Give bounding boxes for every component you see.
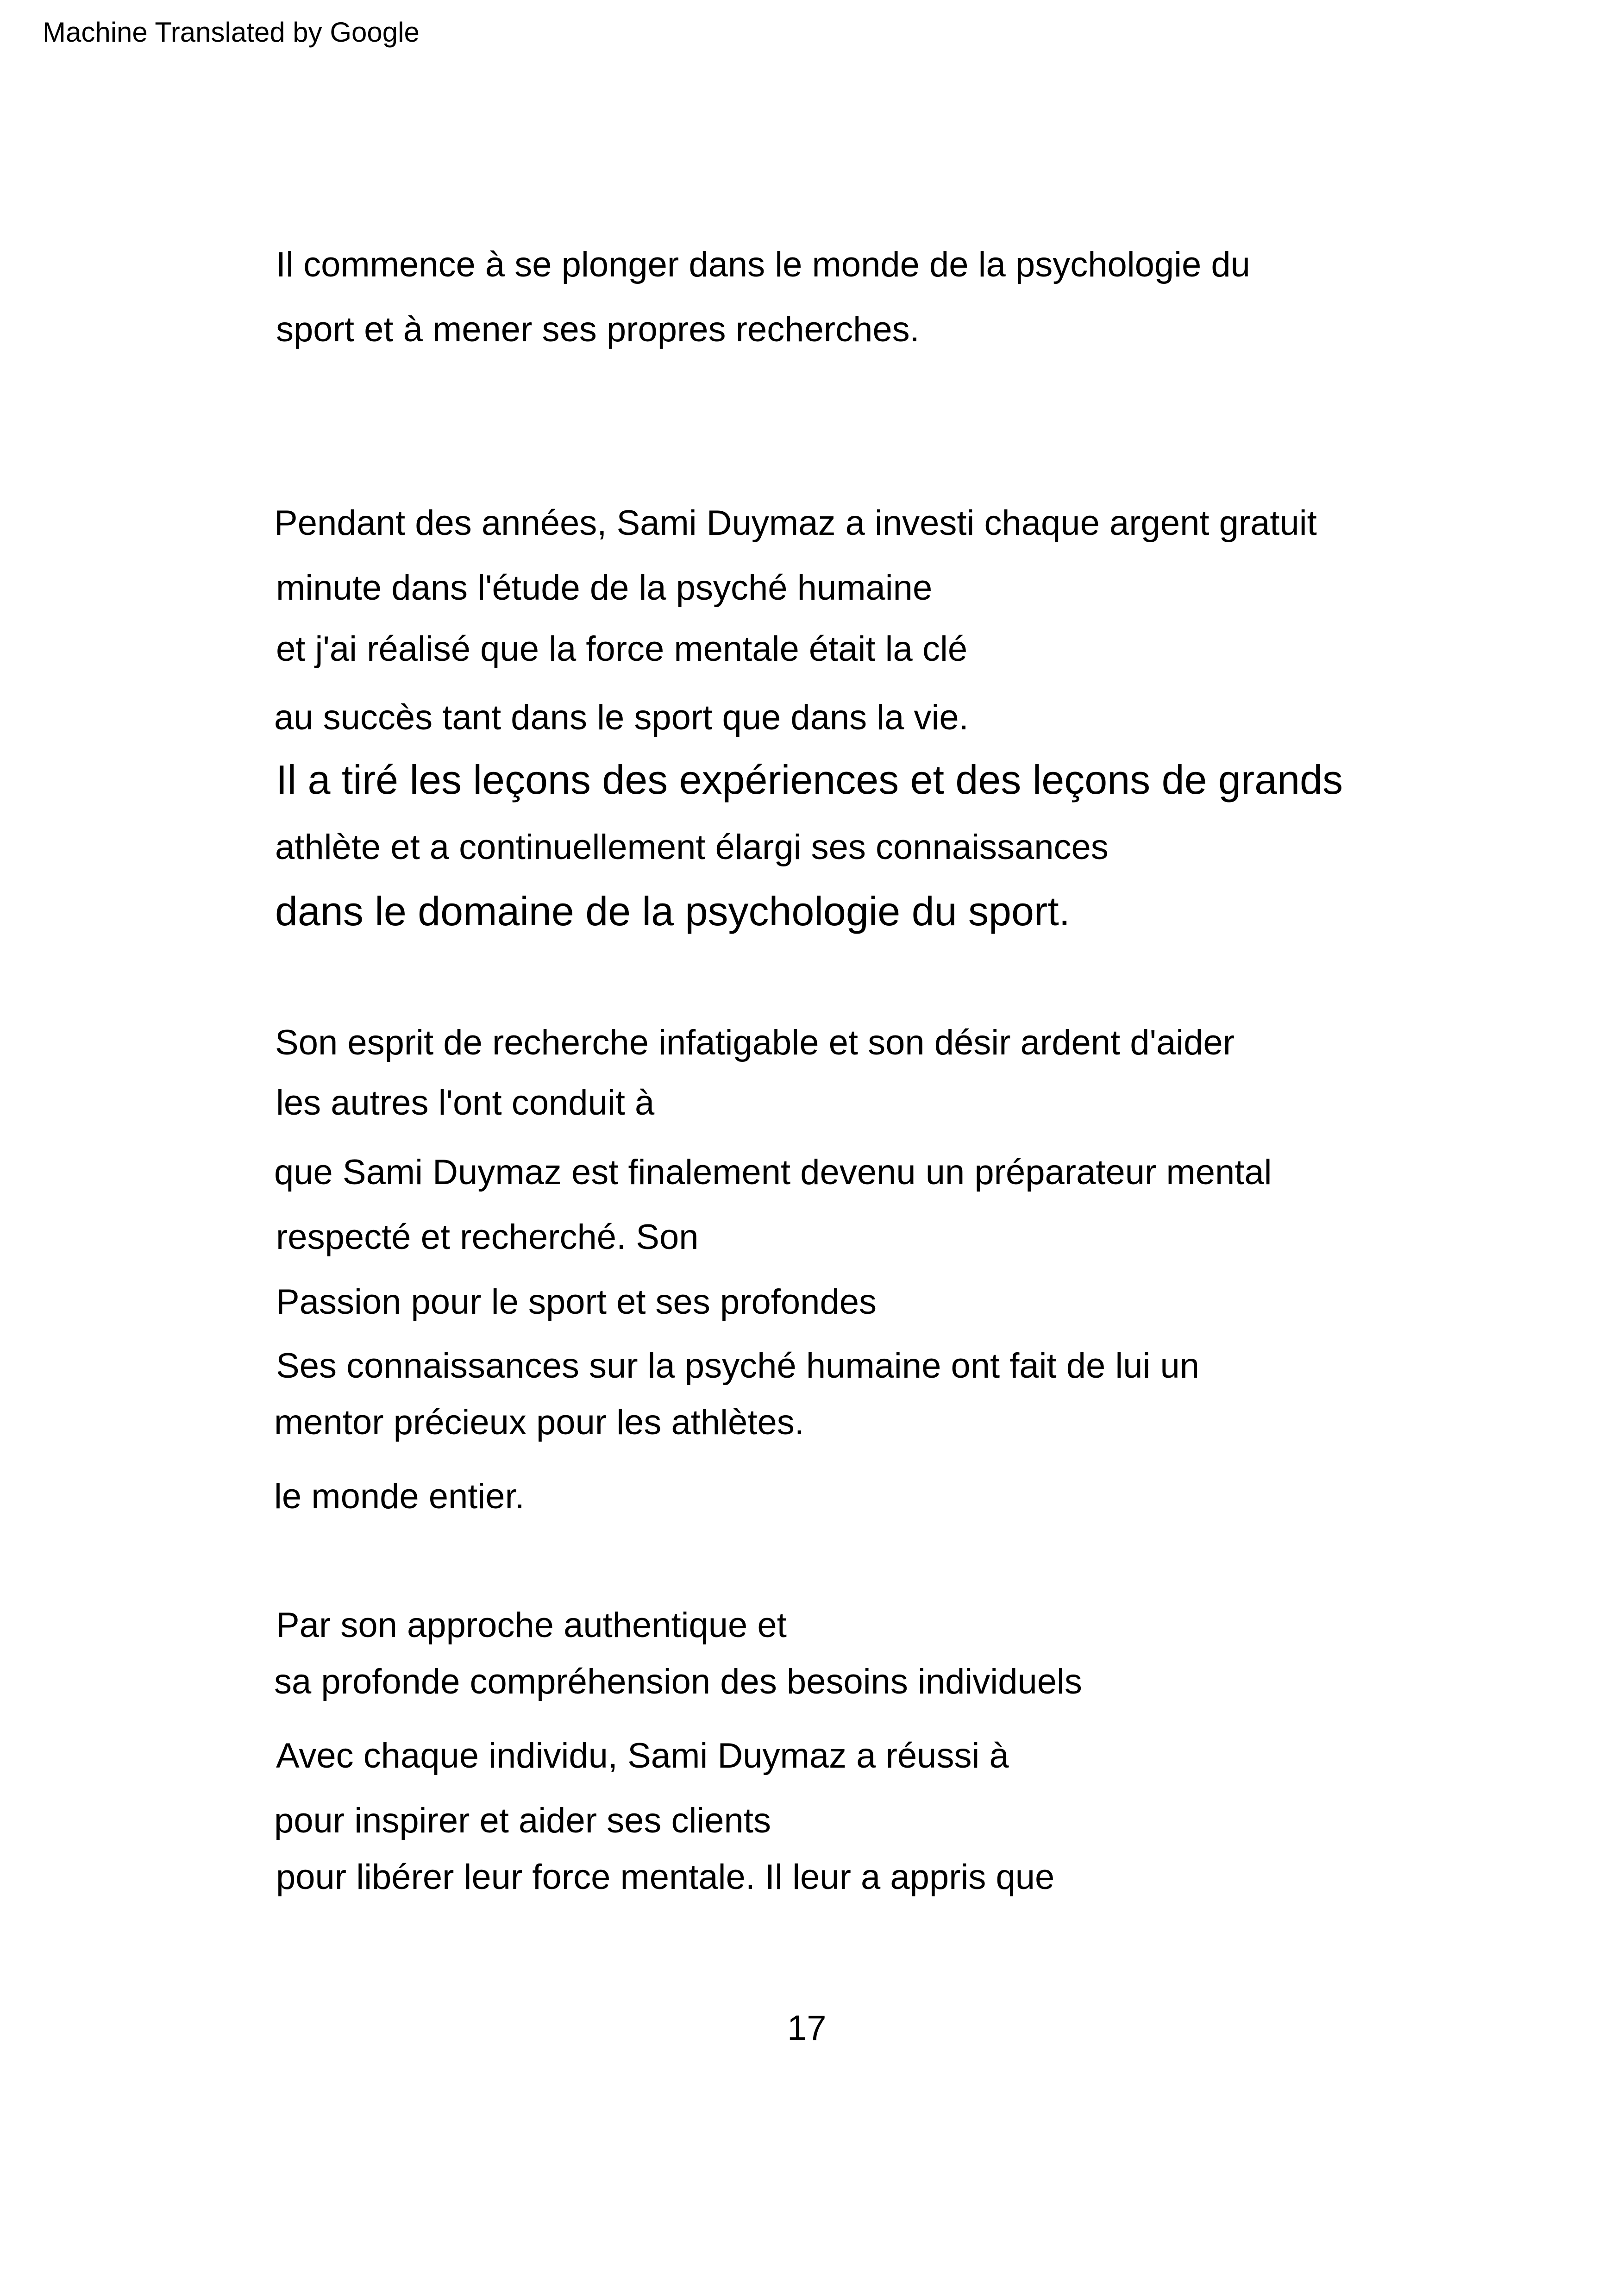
text-line: sport et à mener ses propres recherches. — [276, 310, 920, 349]
text-line: pour inspirer et aider ses clients — [274, 1801, 771, 1840]
text-line: que Sami Duymaz est finalement devenu un préparateur mental — [274, 1153, 1272, 1192]
text-line: respecté et recherché. Son — [276, 1217, 699, 1257]
text-line: Passion pour le sport et ses profondes — [276, 1282, 877, 1322]
text-line: les autres l'ont conduit à — [276, 1083, 655, 1123]
text-line: le monde entier. — [274, 1477, 525, 1516]
text-line: Il a tiré les leçons des expériences et des leçons de grands — [276, 757, 1343, 803]
text-line: pour libérer leur force mentale. Il leur a appris que — [276, 1857, 1055, 1897]
text-line: minute dans l'étude de la psyché humaine — [276, 568, 933, 608]
text-line: dans le domaine de la psychologie du sport. — [275, 888, 1071, 934]
text-line: et j'ai réalisé que la force mentale était la clé — [276, 629, 968, 669]
text-line: sa profonde compréhension des besoins individuels — [274, 1662, 1082, 1701]
text-line: Pendant des années, Sami Duymaz a investi chaque argent gratuit — [274, 503, 1317, 543]
text-line: athlète et a continuellement élargi ses connaissances — [275, 828, 1109, 867]
text-line: mentor précieux pour les athlètes. — [274, 1403, 804, 1442]
text-line: Ses connaissances sur la psyché humaine ont fait de lui un — [276, 1346, 1200, 1386]
text-line: Avec chaque individu, Sami Duymaz a réussi à — [276, 1736, 1009, 1775]
page-number: 17 — [787, 2008, 827, 2048]
text-line: Son esprit de recherche infatigable et son désir ardent d'aider — [275, 1023, 1235, 1062]
machine-translation-note: Machine Translated by Google — [43, 17, 420, 48]
text-line: Il commence à se plonger dans le monde de la psychologie du — [276, 245, 1250, 284]
text-line: au succès tant dans le sport que dans la vie. — [274, 698, 969, 737]
text-line: Par son approche authentique et — [276, 1606, 787, 1645]
